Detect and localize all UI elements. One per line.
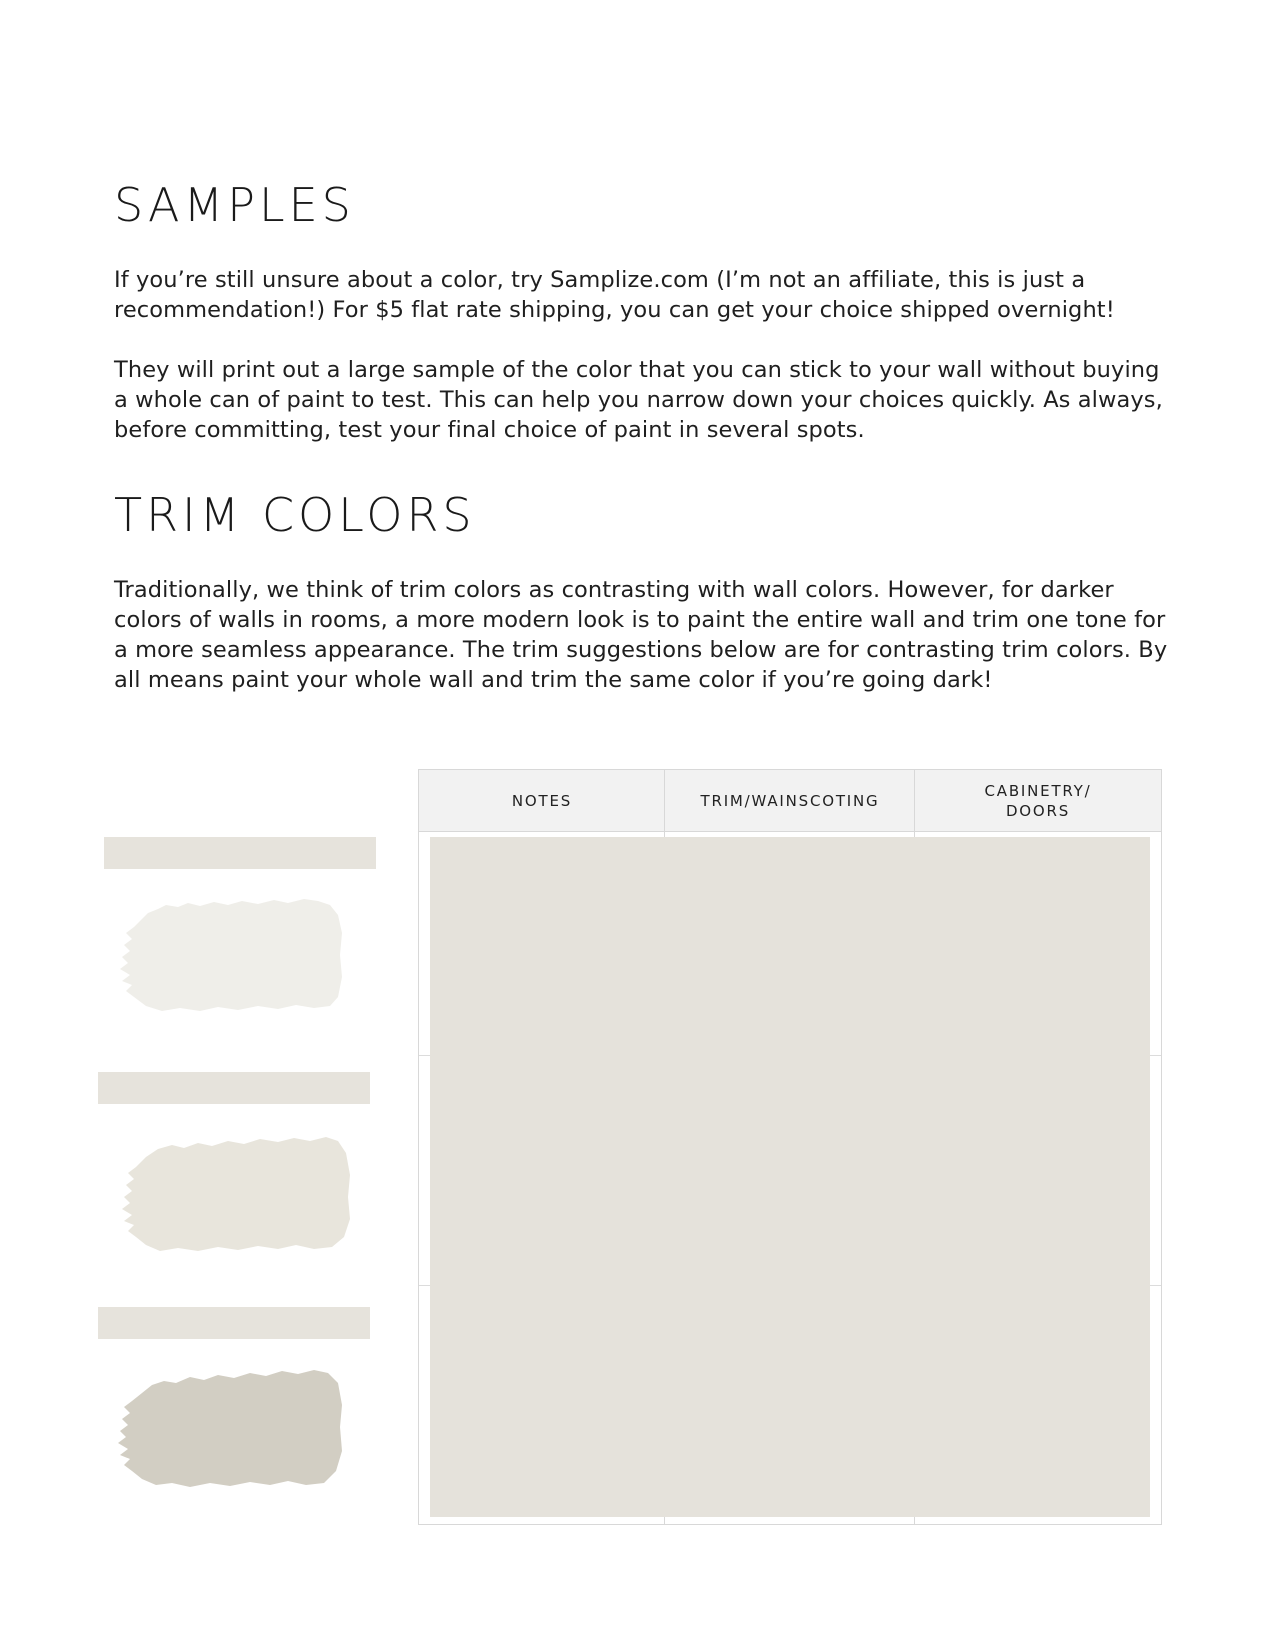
trim-colors-paragraph: Traditionally, we think of trim colors as contrasting with wall colors. However, for darker colors of walls in rooms, a more modern look is to paint the entire wall and trim one tone for a more seamless appearance. The trim suggestions below are for contrasting trim colors. By all means paint your whole wall and trim the same color if you’re going dark!: [114, 577, 1168, 693]
color-overlay-block: [430, 837, 1150, 1517]
swatch-label-bar: [98, 1307, 370, 1339]
samples-paragraph-2: They will print out a large sample of the color that you can stick to your wall without buying a whole can of paint to test. This can help you narrow down your choices quickly. As always, before committing, test your final choice of paint in several spots.: [114, 357, 1163, 443]
column-header-trim-wainscoting: TRIM/WAINSCOTING: [700, 791, 880, 810]
samples-paragraph-1: If you’re still unsure about a color, try Samplize.com (I’m not an affiliate, this is just a recommendation!) For $5 flat rate shipping, you can get your choice shipped overnight!: [114, 267, 1115, 323]
table-header-row: [419, 770, 1161, 832]
trim-colors-heading: TRIM COLORS: [114, 488, 476, 542]
column-header-notes: NOTES: [511, 791, 573, 810]
paint-swatch-1: [118, 893, 348, 1018]
swatch-label-bar: [98, 1072, 370, 1104]
paint-swatch-3: [118, 1363, 348, 1493]
swatch-label-bar: [104, 837, 376, 869]
column-header-cabinetry-doors: CABINETRY/ DOORS: [984, 781, 1092, 820]
samples-heading: SAMPLES: [114, 178, 355, 232]
paint-swatch-2: [118, 1131, 358, 1256]
